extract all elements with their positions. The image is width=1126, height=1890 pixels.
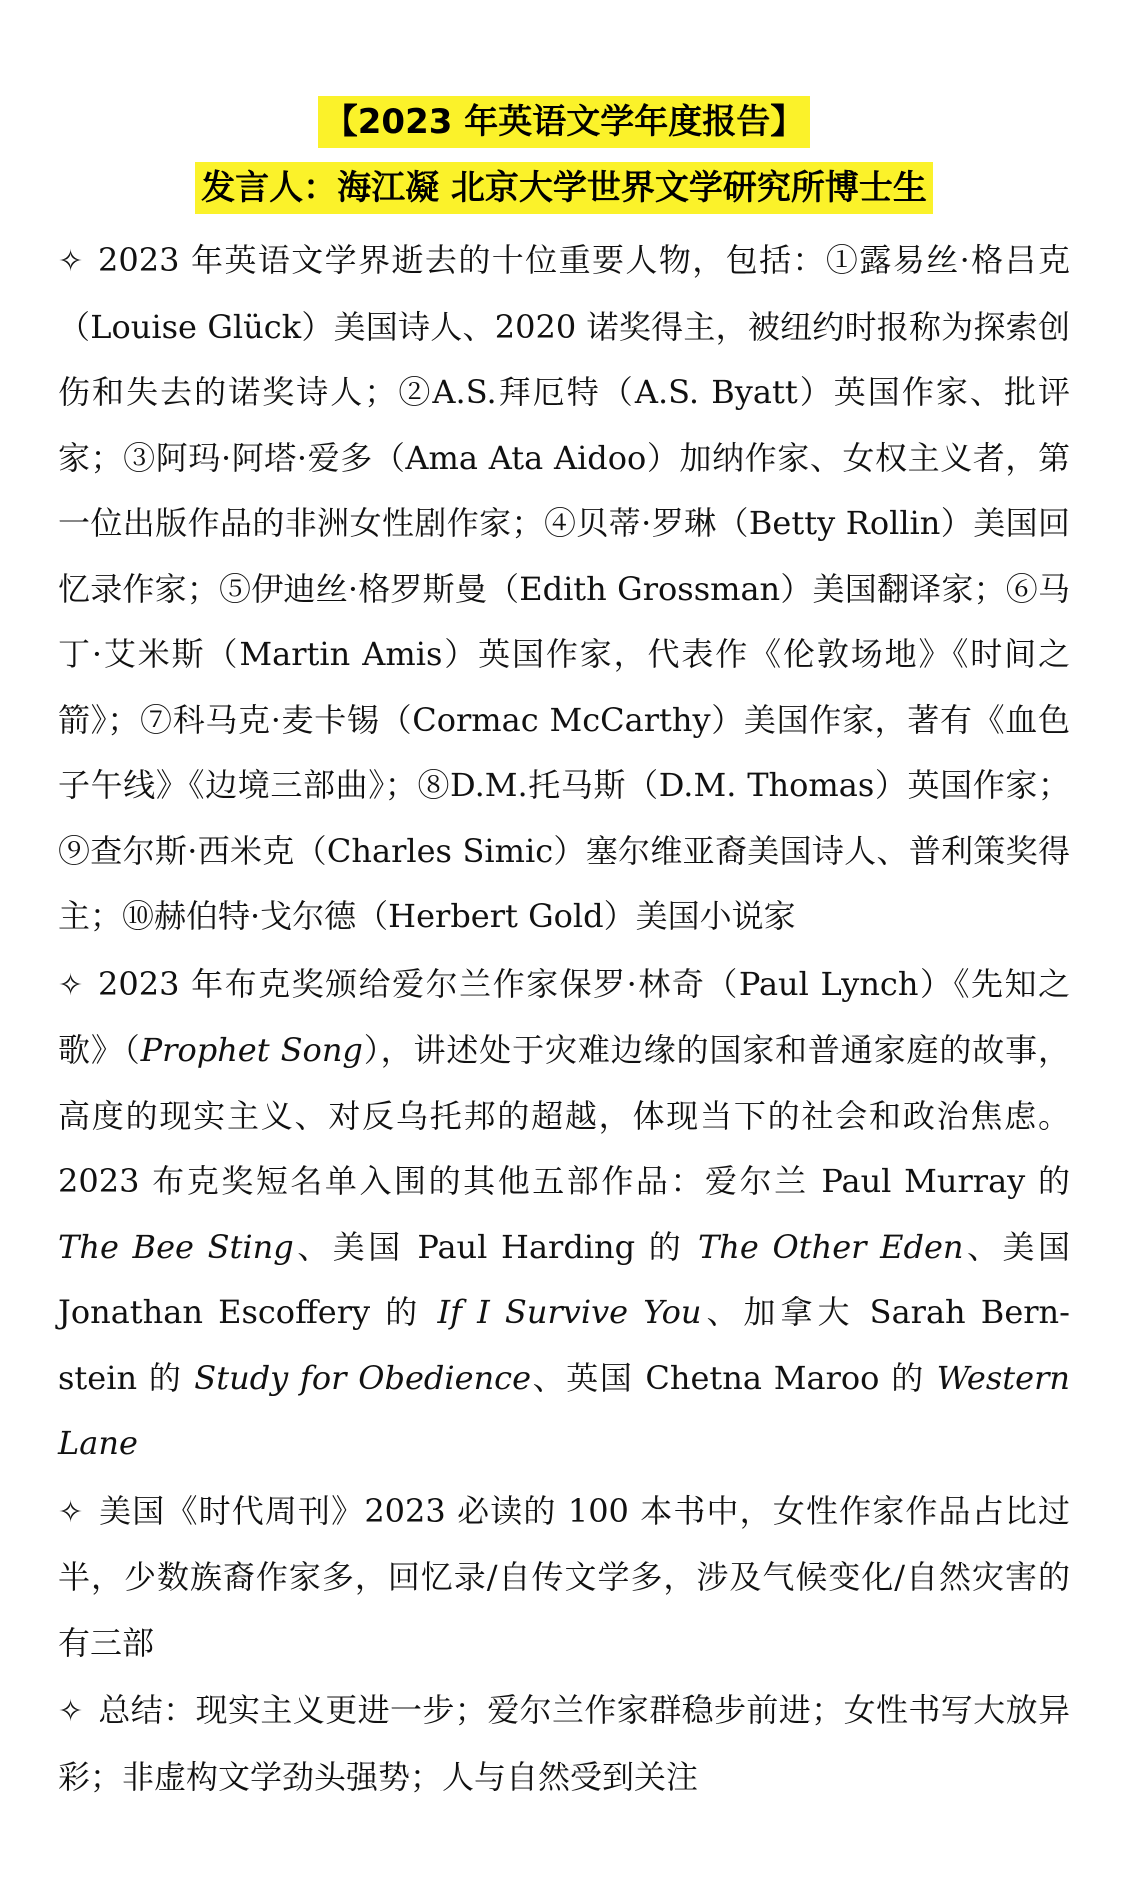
report-title: 【2023 年英语文学年度报告】 <box>318 96 810 148</box>
paragraph-text: 、英国 Chetna Maroo 的 <box>531 1358 937 1397</box>
paragraph-deceased-figures <box>58 228 1070 950</box>
paragraph-text: 总结：现实主义更进一步；爱尔兰作家群稳步前进；女性书写大放异彩；非虚构文学劲头强势；人与自然受到关注 <box>58 1691 1070 1796</box>
speaker-row <box>58 162 1070 218</box>
book-title: The Bee Sting <box>58 1227 294 1266</box>
sparkle-bullet-icon: ✧ <box>58 967 84 1003</box>
book-title: The Other Eden <box>697 1227 964 1266</box>
book-title: Study for Obedience <box>194 1358 532 1397</box>
sparkle-bullet-icon: ✧ <box>58 1694 84 1729</box>
book-title: Western Lane <box>58 1358 1070 1462</box>
paragraph-text: 、加拿大 Sarah Bern-stein 的 <box>58 1293 1070 1397</box>
paragraph-text: 、美国 Paul Harding 的 <box>293 1227 698 1266</box>
speaker-line: 发言人：海江凝 北京大学世界文学研究所博士生 <box>195 162 933 214</box>
document-page <box>58 96 1070 1812</box>
paragraph-text: ），讲述处于灾难边缘的国家和普通家庭的故事，高度的现实主义、对反乌托邦的超越，体现当下的社会和政治焦虑。2023 布克奖短名单入围的其他五部作品：爱尔兰 Paul Murray 的 <box>58 1031 1070 1200</box>
paragraph-text: 2023 年英语文学界逝去的十位重要人物，包括：①露易丝·格吕克（Louise Glück）美国诗人、2020 诺奖得主，被纽约时报称为探索创伤和失去的诺奖诗人；②A.S.拜厄特（A.S. Byatt）英国作家、批评家；③阿玛·阿塔·爱多（Ama Ata Aidoo）加纳作家、女权主义者，第一位出版作品的非洲女性剧作家；④贝蒂·罗琳（Betty Rollin）美国回忆录作家；⑤伊迪丝·格罗斯曼（Edith Grossman）美国翻译家；⑥马丁·艾米斯（Martin Amis）英国作家，代表作《伦敦场地》《时间之箭》；⑦科马克·麦卡锡（Cormac McCarthy）美国作家，著有《血色子午线》《边境三部曲》；⑧D.M.托马斯（D.M. Thomas）英国作家；⑨查尔斯·西米克（Charles Simic）塞尔维亚裔美国诗人、普利策奖得主；⑩赫伯特·戈尔德（Herbert Gold）美国小说家 <box>58 241 1070 935</box>
paragraph-text: 2023 年布克奖颁给爱尔兰作家保罗·林奇（Paul Lynch）《先知之歌》（ <box>58 964 1070 1069</box>
sparkle-bullet-icon: ✧ <box>58 1494 84 1530</box>
paragraph-text: 、美国 Jonathan Escoffery 的 <box>58 1227 1070 1331</box>
title-row <box>58 96 1070 152</box>
paragraph-booker-prize <box>58 952 1070 1477</box>
sparkle-bullet-icon: ✧ <box>58 244 84 279</box>
paragraph-text: 美国《时代周刊》2023 必读的 100 本书中，女性作家作品占比过半，少数族裔作家多，回忆录/自传文学多，涉及气候变化/自然灾害的有三部 <box>58 1491 1070 1662</box>
book-title: Prophet Song <box>140 1031 363 1069</box>
paragraph-time-magazine <box>58 1479 1070 1677</box>
book-title: If I Survive You <box>437 1293 702 1331</box>
paragraph-summary <box>58 1678 1070 1810</box>
